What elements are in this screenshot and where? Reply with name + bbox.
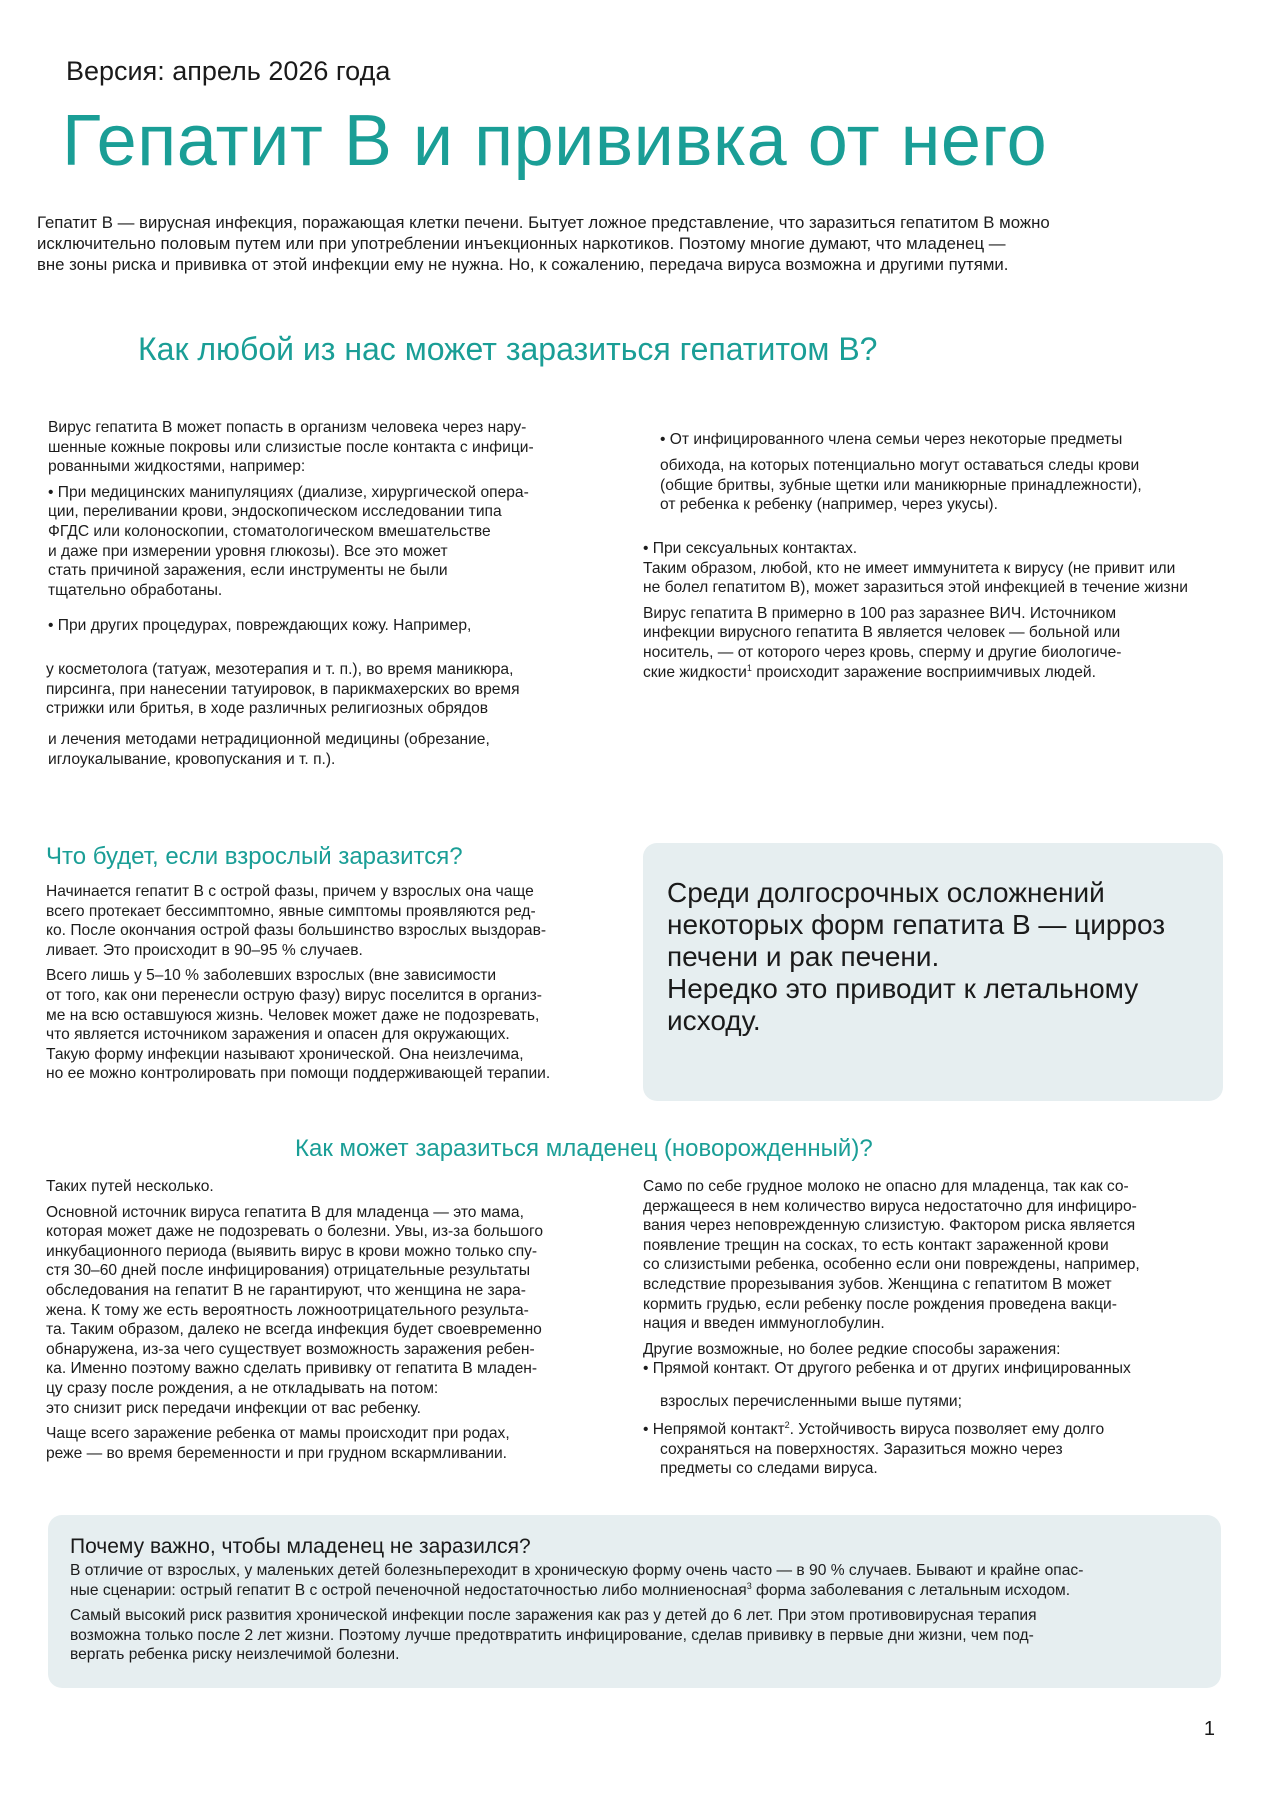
bullet-sexual: • При сексуальных контактах. bbox=[643, 540, 858, 557]
text-line: некоторых форм гепатита В — цирроз bbox=[667, 909, 1166, 940]
text-line: В отличие от взрослых, у маленьких детей болезньпереходит в хроническую форму очень часто — в 90 % случаев. Бывают и крайне опас- bbox=[70, 1562, 1084, 1579]
text-line: от того, как они перенесли острую фазу) вирус поселится в организ- bbox=[46, 986, 542, 1004]
text-line: обнаружена, из-за чего существует возможность заражения ребен- bbox=[46, 1340, 535, 1358]
text-line: та. Таким образом, далеко не всегда инфекция будет своевременно bbox=[46, 1321, 542, 1339]
text-fragment: ные сценарии: острый гепатит В с острой печеночной недостаточностью либо молниеносная bbox=[70, 1581, 747, 1599]
text-line: предметы со следами вируса. bbox=[660, 1460, 878, 1478]
text-line: обследования на гепатит В не гарантируют, что женщина не зара- bbox=[46, 1281, 526, 1299]
bullet-family-head: • От инфицированного члена семьи через некоторые предметы bbox=[660, 431, 1123, 448]
bullet-procedures-body bbox=[46, 660, 646, 719]
text-line: ливает. Это происходит в 90–95 % случаев. bbox=[46, 941, 363, 959]
bullet-family-body bbox=[660, 456, 1260, 515]
intro-line: вне зоны риска и прививка от этой инфекции ему не нужна. Но, к сожалению, передача вируса возможна и другими путями. bbox=[37, 255, 1009, 274]
text-line: Среди долгосрочных осложнений bbox=[667, 877, 1105, 908]
footnote-ref: 1 bbox=[746, 662, 752, 673]
page-title: Гепатит В и прививка от него bbox=[62, 101, 1048, 181]
text-line: вания через неповрежденную слизистую. Фактором риска является bbox=[643, 1217, 1136, 1235]
text-line: ка. Именно поэтому важно сделать прививку от гепатита В младен- bbox=[46, 1360, 538, 1378]
text-line: нация и введен иммуноглобулин. bbox=[643, 1315, 885, 1333]
text-line: шенные кожные покровы или слизистые после контакта с инфици- bbox=[48, 438, 534, 456]
text-line: ции, переливании крови, эндоскопическом исследовании типа bbox=[48, 503, 502, 521]
bullet-procedures-tail bbox=[48, 730, 648, 769]
complications-callout bbox=[643, 843, 1223, 1101]
text-line: стя 30–60 дней после инфицирования) отрицательные результаты bbox=[46, 1262, 531, 1280]
text-line: но ее можно контролировать при помощи поддерживающей терапии. bbox=[46, 1065, 551, 1083]
text-line: (общие бритвы, зубные щетки или маникюрные принадлежности), bbox=[660, 476, 1142, 494]
text-line: исходу. bbox=[667, 1005, 761, 1036]
text-line: сохраняться на поверхностях. Заразиться можно через bbox=[660, 1440, 1063, 1458]
footnote-ref: 3 bbox=[746, 1580, 752, 1591]
text-line: со слизистыми ребенка, особенно если они повреждены, например, bbox=[643, 1256, 1140, 1274]
text-line: Всего лишь у 5–10 % заболевших взрослых (вне зависимости bbox=[46, 967, 497, 985]
text-line bbox=[643, 1420, 1263, 1440]
text-line: и лечения методами нетрадиционной медицины (обрезание, bbox=[48, 731, 490, 748]
text-line: ко. После окончания острой фазы большинство взрослых выздорав- bbox=[46, 922, 547, 940]
text-fragment: ские жидкости bbox=[643, 663, 747, 681]
text-line: от ребенка к ребенку (например, через укусы). bbox=[660, 496, 998, 514]
footnote-ref: 2 bbox=[784, 1419, 790, 1430]
how-left-column bbox=[48, 418, 638, 600]
text-line: Нередко это приводит к летальному bbox=[667, 973, 1139, 1004]
adult-text bbox=[46, 882, 646, 1084]
intro-line: исключительно половым путем или при употреблении инъекционных наркотиков. Поэтому многие думают, что младенец — bbox=[37, 234, 1006, 253]
text-line bbox=[70, 1581, 1210, 1601]
text-line: держащееся в нем количество вируса недостаточно для инфициро- bbox=[643, 1197, 1137, 1215]
version-label: Версия: апрель 2026 года bbox=[66, 56, 391, 86]
text-fragment: форма заболевания с летальным исходом. bbox=[751, 1581, 1071, 1599]
text-line: появление трещин на сосках, то есть контакт зараженной крови bbox=[643, 1236, 1109, 1254]
infant-left-text bbox=[46, 1177, 646, 1463]
why-text bbox=[70, 1561, 1210, 1665]
text-line: стать причиной заражения, если инструменты не были bbox=[48, 562, 448, 580]
bullet-medical: • При медицинских манипуляциях (диализе, хирургической опера- bbox=[48, 483, 529, 501]
text-line: всего протекает бессимптомно, явные симптомы проявляются ред- bbox=[46, 902, 536, 920]
text-line: Самый высокий риск развития хронической инфекции после заражения как раз у детей до 6 лет. При этом противовирусная терапия bbox=[70, 1607, 1037, 1625]
text-line: Основной источник вируса гепатита В для младенца — это мама, bbox=[46, 1203, 524, 1221]
text-line: Другие возможные, но более редкие способы заражения: bbox=[643, 1340, 1061, 1358]
text-line: кормить грудью, если ребенку после рождения проведена вакци- bbox=[643, 1295, 1117, 1313]
text-line: стрижки или бритья, в ходе различных религиозных обрядов bbox=[46, 700, 489, 718]
text-line: реже — во время беременности и при грудном вскармливании. bbox=[46, 1444, 508, 1462]
text-line: Вирус гепатита В может попасть в организм человека через нару- bbox=[48, 419, 527, 436]
text-line bbox=[643, 663, 1263, 683]
text-line: Чаще всего заражение ребенка от мамы происходит при родах, bbox=[46, 1425, 510, 1443]
text-line: это снизит риск передачи инфекции от вас ребенку. bbox=[46, 1399, 421, 1417]
text-line: Само по себе грудное молоко не опасно для младенца, так как со- bbox=[643, 1178, 1129, 1195]
section-heading-how: Как любой из нас может заразиться гепатитом В? bbox=[138, 331, 878, 367]
text-fragment: • Непрямой контакт bbox=[643, 1421, 785, 1438]
text-line: жена. К тому же есть вероятность ложноотрицательного результа- bbox=[46, 1301, 529, 1319]
bullet-indirect-contact bbox=[643, 1420, 1263, 1479]
text-line: вергать ребенка риску неизлечимой болезни. bbox=[70, 1646, 400, 1664]
text-line: Вирус гепатита В примерно в 100 раз заразнее ВИЧ. Источником bbox=[643, 604, 1117, 622]
text-line: Таких путей несколько. bbox=[46, 1178, 214, 1195]
text-line: не болел гепатитом В), может заразиться этой инфекцией в течение жизни bbox=[643, 579, 1188, 597]
section-heading-why: Почему важно, чтобы младенец не заразился? bbox=[70, 1535, 531, 1558]
text-line: что является источником заражения и опасен для окружающих. bbox=[46, 1026, 510, 1044]
text-line: инфекции вирусного гепатита В является человек — больной или bbox=[643, 624, 1121, 642]
text-line: ме на всю оставшуюся жизнь. Человек может даже не подозревать, bbox=[46, 1006, 540, 1024]
text-line: возможна только после 2 лет жизни. Поэтому лучше предотвратить инфицирование, сделав прививку в первые дни жизни, чем под- bbox=[70, 1626, 1034, 1644]
text-line: иглоукалывание, кровопускания и т. п.). bbox=[48, 750, 336, 768]
section-heading-adult: Что будет, если взрослый заразится? bbox=[46, 843, 463, 870]
text-line: рованными жидкостями, например: bbox=[48, 458, 306, 476]
text-fragment: . Устойчивость вируса позволяет ему долго bbox=[789, 1421, 1105, 1438]
why-callout bbox=[48, 1515, 1221, 1688]
text-line: и даже при измерении уровня глюкозы). Все это может bbox=[48, 542, 448, 560]
text-line: инкубационного периода (выявить вирус в крови можно только спу- bbox=[46, 1242, 538, 1260]
text-line: тщательно обработаны. bbox=[48, 581, 223, 599]
callout-text bbox=[667, 877, 1165, 1037]
text-line: ФГДС или колоноскопии, стоматологическом вмешательстве bbox=[48, 522, 491, 540]
text-line: печени и рак печени. bbox=[667, 941, 940, 972]
text-line: вследствие прорезывания зубов. Женщина с гепатитом В может bbox=[643, 1275, 1112, 1293]
infant-right-text bbox=[643, 1177, 1263, 1379]
page-number: 1 bbox=[1203, 1718, 1215, 1740]
text-line: Таким образом, любой, кто не имеет иммунитета к вирусу (не привит или bbox=[643, 559, 1176, 577]
text-line: у косметолога (татуаж, мезотерапия и т. п.), во время маникюра, bbox=[46, 661, 514, 678]
text-line: цу сразу после рождения, а не откладывать на потом: bbox=[46, 1379, 439, 1397]
text-line: которая может даже не подозревать о болезни. Увы, из-за большого bbox=[46, 1223, 544, 1241]
intro-line: Гепатит В — вирусная инфекция, поражающая клетки печени. Бытует ложное представление, что заразиться гепатитом В можно bbox=[37, 213, 1050, 232]
intro-paragraph bbox=[37, 212, 1247, 275]
text-line: Такую форму инфекции называют хронической. Она неизлечима, bbox=[46, 1045, 524, 1063]
bullet-direct-contact-body: взрослых перечисленными выше путями; bbox=[660, 1393, 962, 1410]
section-heading-infant: Как может заразиться младенец (новорожденный)? bbox=[295, 1135, 873, 1162]
text-fragment: происходит заражение восприимчивых людей. bbox=[751, 663, 1096, 681]
text-line: обихода, на которых потенциально могут оставаться следы крови bbox=[660, 457, 1140, 474]
text-line: пирсинга, при нанесении татуировок, в парикмахерских во время bbox=[46, 680, 520, 698]
text-line: носитель, — от которого через кровь, сперму и другие биологиче- bbox=[643, 643, 1122, 661]
bullet-procedures-head: • При других процедурах, повреждающих кожу. Например, bbox=[48, 617, 472, 634]
bullet-direct-contact: • Прямой контакт. От другого ребенка и от других инфицированных bbox=[643, 1360, 1131, 1378]
text-line: Начинается гепатит В с острой фазы, причем у взрослых она чаще bbox=[46, 883, 534, 900]
how-right-lower bbox=[643, 539, 1263, 682]
